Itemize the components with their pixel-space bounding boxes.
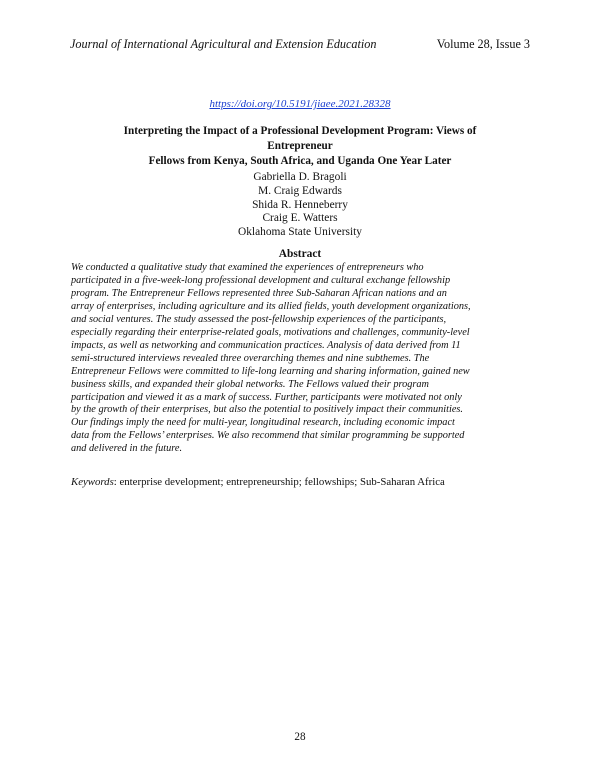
abstract-line: by the growth of their enterprises, but also the potential to positively impact their communities. — [71, 404, 463, 416]
abstract-line: and social ventures. The study assessed the post-fellowship experiences of the participants, — [71, 313, 447, 325]
abstract-line: participation and viewed it as a mark of success. Further, participants were motivated not only — [71, 391, 462, 403]
abstract-text — [71, 262, 530, 456]
affiliation: Oklahoma State University — [237, 226, 362, 239]
abstract-line: impacts, as well as networking and communication practices. Analysis of data derived from 11 — [71, 339, 461, 351]
title-line-1: Interpreting the Impact of a Professional Development Program: Views of Entrepreneur — [123, 125, 477, 152]
author-name: Gabriella D. Bragoli — [253, 171, 347, 183]
title-line-2: Fellows from Kenya, South Africa, and Uganda One Year Later — [148, 155, 452, 167]
running-header — [70, 37, 530, 52]
abstract-line: participated in a five-week-long professional development and cultural exchange fellowship — [71, 274, 451, 286]
author-name: Shida R. Henneberry — [252, 198, 348, 211]
author-name: M. Craig Edwards — [258, 184, 342, 197]
abstract-line: semi-structured interviews revealed three overarching themes and nine subthemes. The — [71, 352, 430, 364]
author-list — [0, 171, 600, 240]
abstract-line: and delivered in the future. — [71, 443, 183, 455]
abstract-heading: Abstract — [278, 248, 322, 260]
abstract-line: Entrepreneur Fellows were committed to life-long learning and sharing information, gained new — [71, 365, 470, 377]
keywords-label: Keywords — [71, 476, 114, 488]
doi-link[interactable]: https://doi.org/10.5191/jiaee.2021.28328 — [209, 98, 391, 110]
abstract-line: especially regarding their enterprise-related goals, motivations and challenges, community-level — [71, 326, 470, 338]
keywords-separator: : — [113, 476, 117, 488]
abstract-line: Our findings imply the need for multi-year, longitudinal research, including economic impact — [71, 417, 455, 429]
abstract-line: array of enterprises, including agriculture and its allied fields, youth development organizations, — [71, 300, 471, 312]
paper-title — [100, 124, 500, 169]
abstract-line: program. The Entrepreneur Fellows represented three Sub-Saharan African nations and an — [71, 287, 447, 299]
abstract-line: business skills, and expanded their global networks. The Fellows valued their program — [71, 378, 429, 390]
keywords-line — [71, 476, 540, 488]
abstract-line: data from the Fellows’ enterprises. We also recommend that similar programming be supported — [71, 430, 465, 442]
abstract-line: We conducted a qualitative study that examined the experiences of entrepreneurs who — [71, 262, 424, 273]
page-number: 28 — [294, 731, 306, 743]
author-name: Craig E. Watters — [262, 212, 338, 225]
keywords-text: enterprise development; entrepreneurship; fellowships; Sub-Saharan Africa — [116, 476, 445, 488]
volume-issue: Volume 28, Issue 3 — [436, 37, 530, 51]
journal-name: Journal of International Agricultural and Extension Education — [70, 37, 377, 51]
